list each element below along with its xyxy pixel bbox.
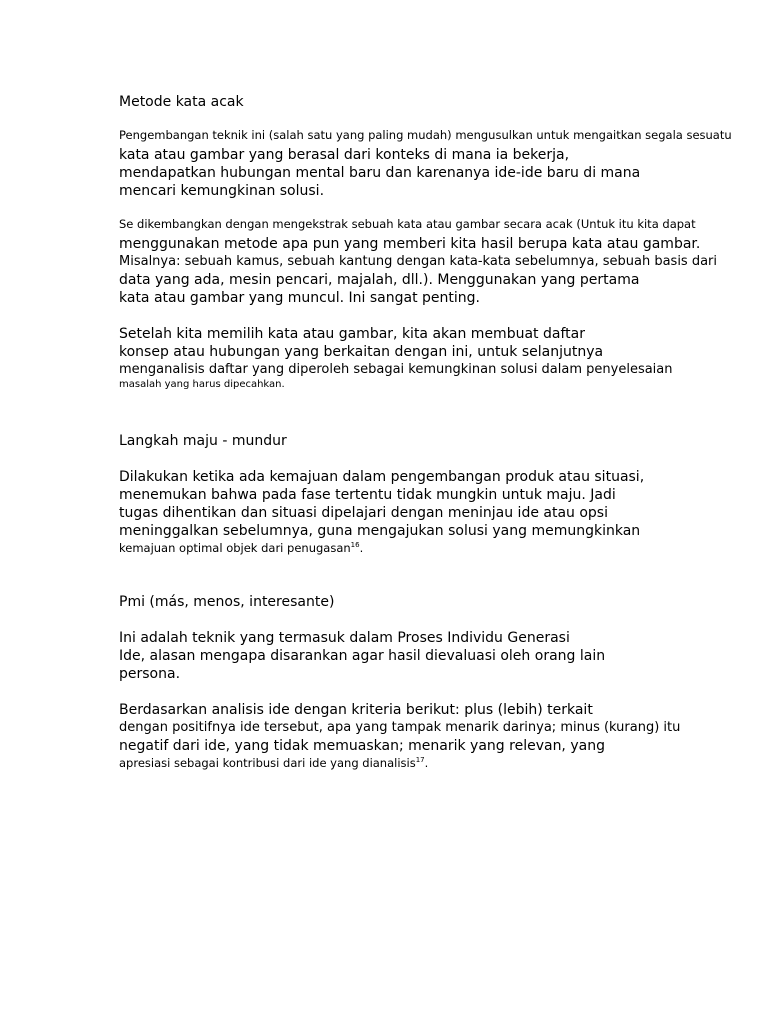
text-line: apresiasi sebagai kontribusi dari ide yang dianalisis bbox=[119, 756, 416, 770]
section-heading: Langkah maju - mundur bbox=[119, 433, 287, 449]
text-line: Ini adalah teknik yang termasuk dalam Proses Individu Generasi bbox=[119, 630, 570, 646]
text-line: Dilakukan ketika ada kemajuan dalam pengembangan produk atau situasi, bbox=[119, 469, 645, 485]
text-line: persona. bbox=[119, 666, 181, 682]
text-line-with-footnote bbox=[119, 758, 428, 770]
text-line: menemukan bahwa pada fase tertentu tidak mungkin untuk maju. Jadi bbox=[119, 487, 616, 503]
text-line: kata atau gambar yang berasal dari konteks di mana ia bekerja, bbox=[119, 147, 570, 163]
text-line: Berdasarkan analisis ide dengan kriteria berikut: plus (lebih) terkait bbox=[119, 702, 593, 718]
text-line: meninggalkan sebelumnya, guna mengajukan solusi yang memungkinkan bbox=[119, 523, 641, 539]
text-line: masalah yang harus dipecahkan. bbox=[119, 379, 285, 390]
text-line: negatif dari ide, yang tidak memuaskan; menarik yang relevan, yang bbox=[119, 738, 605, 754]
text-line: Ide, alasan mengapa disarankan agar hasil dievaluasi oleh orang lain bbox=[119, 648, 606, 664]
section-heading: Metode kata acak bbox=[119, 94, 244, 110]
section-heading: Pmi (más, menos, interesante) bbox=[119, 594, 335, 610]
text-line: Setelah kita memilih kata atau gambar, kita akan membuat daftar bbox=[119, 326, 585, 342]
text-line-with-footnote bbox=[119, 543, 363, 555]
sentence-end: . bbox=[424, 756, 429, 770]
text-line: mencari kemungkinan solusi. bbox=[119, 183, 325, 199]
text-line: kemajuan optimal objek dari penugasan bbox=[119, 541, 351, 555]
text-line: konsep atau hubungan yang berkaitan dengan ini, untuk selanjutnya bbox=[119, 344, 604, 360]
text-line: menganalisis daftar yang diperoleh sebagai kemungkinan solusi dalam penyelesaian bbox=[119, 362, 673, 377]
text-line: kata atau gambar yang muncul. Ini sangat penting. bbox=[119, 290, 480, 306]
text-line: tugas dihentikan dan situasi dipelajari dengan meninjau ide atau opsi bbox=[119, 505, 608, 521]
text-line: dengan positifnya ide tersebut, apa yang tampak menarik darinya; minus (kurang) itu bbox=[119, 720, 681, 735]
text-line: Se dikembangkan dengan mengekstrak sebuah kata atau gambar secara acak (Untuk itu kita dapat bbox=[119, 217, 696, 231]
text-line: Pengembangan teknik ini (salah satu yang paling mudah) mengusulkan untuk mengaitkan segala sesuatu bbox=[119, 128, 732, 142]
text-line: data yang ada, mesin pencari, majalah, dll.). Menggunakan yang pertama bbox=[119, 272, 640, 288]
footnote-marker: 17 bbox=[415, 756, 425, 764]
footnote-marker: 16 bbox=[350, 541, 360, 549]
text-line: Misalnya: sebuah kamus, sebuah kantung dengan kata-kata sebelumnya, sebuah basis dari bbox=[119, 254, 718, 269]
text-line: menggunakan metode apa pun yang memberi kita hasil berupa kata atau gambar. bbox=[119, 236, 701, 252]
text-line: mendapatkan hubungan mental baru dan karenanya ide-ide baru di mana bbox=[119, 165, 641, 181]
sentence-end: . bbox=[359, 541, 364, 555]
